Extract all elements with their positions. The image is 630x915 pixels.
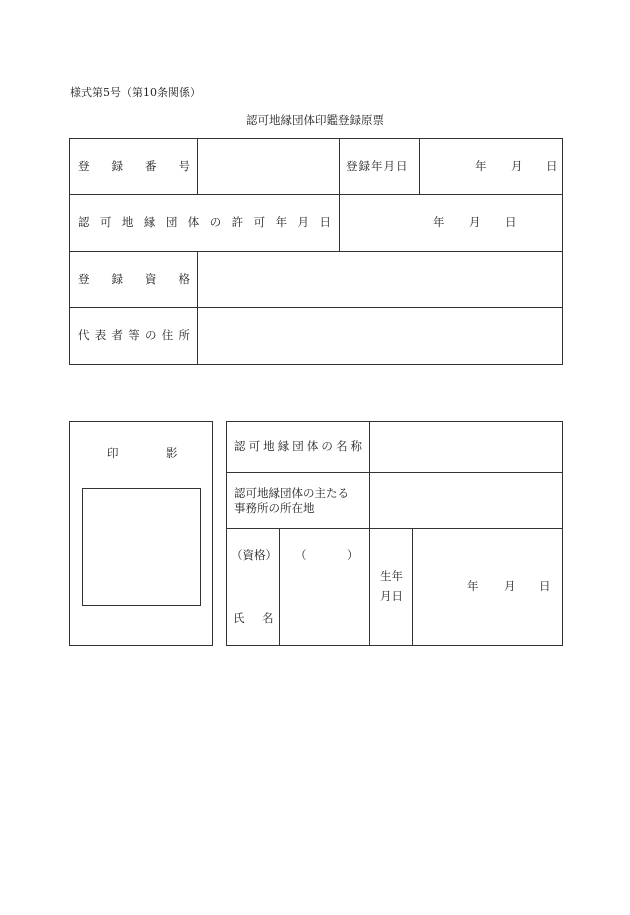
year-unit: 年 [475, 159, 487, 173]
label-char: 表 [94, 328, 107, 342]
label-char: 者 [111, 328, 123, 342]
label-char: 録 [111, 272, 123, 286]
label-char: 所 [178, 328, 190, 342]
paren-close: ） [347, 548, 359, 562]
table2-row-divider [226, 528, 563, 529]
label-char: 縁 [277, 439, 290, 453]
label-char: 資 [145, 272, 157, 286]
label-char: 地 [121, 215, 134, 229]
registration-number-label [78, 161, 190, 173]
label-char: 許 [231, 215, 244, 229]
label-char: 登 [78, 159, 90, 173]
table1-row-divider [69, 251, 563, 252]
name-label-char: 名 [262, 611, 274, 625]
registration-qualification-field[interactable] [200, 253, 561, 305]
table1-col-divider [339, 138, 340, 252]
month-unit: 月 [504, 579, 516, 593]
table1-row-divider [69, 307, 563, 308]
label-char: 認 [234, 439, 246, 453]
label-char: の [321, 439, 333, 453]
label-char: 月 [297, 215, 310, 229]
label-char: 団 [292, 439, 304, 453]
registration-date-field[interactable] [422, 140, 561, 193]
paren-open: （ [295, 548, 307, 562]
registration-qualification-label [78, 274, 190, 286]
year-unit: 年 [467, 579, 479, 593]
office-location-field[interactable] [372, 474, 561, 526]
birth-label-line2: 月日 [380, 589, 403, 603]
permit-date-field[interactable] [342, 197, 561, 249]
table1-row-divider [69, 194, 563, 195]
form-title: 認可地縁団体印鑑登録原票 [246, 113, 384, 127]
year-unit: 年 [433, 215, 445, 229]
table2-col-divider [412, 528, 413, 646]
label-char: 号 [178, 159, 190, 173]
name-label-char: 氏 [233, 611, 245, 625]
representative-address-label [78, 330, 190, 342]
representative-address-field[interactable] [200, 309, 561, 363]
label-char: 日 [319, 215, 331, 229]
label-char: 体 [187, 215, 200, 229]
label-char: 可 [99, 215, 112, 229]
seal-impression-area[interactable] [82, 488, 201, 606]
office-location-label-line2: 事務所の所在地 [234, 501, 315, 515]
label-char: 認 [78, 215, 90, 229]
label-char: 地 [263, 439, 275, 453]
organization-name-field[interactable] [372, 423, 561, 470]
birth-date-field[interactable] [415, 530, 561, 644]
form-number: 様式第5号（第10条関係） [70, 86, 201, 99]
month-unit: 月 [469, 215, 481, 229]
label-char: の [209, 215, 222, 229]
label-char: 登 [78, 272, 90, 286]
table1-col-divider [197, 138, 198, 195]
permit-date-label [78, 217, 331, 229]
qualification-label: （資格） [231, 548, 277, 562]
label-char: 名 [335, 439, 348, 453]
organization-name-label [234, 441, 362, 453]
seal-label-char: 影 [166, 446, 178, 460]
label-char: 等 [128, 328, 140, 342]
label-char: 体 [306, 439, 319, 453]
label-char: の [145, 328, 157, 342]
month-unit: 月 [511, 159, 523, 173]
label-char: 団 [165, 215, 178, 229]
table1-col-divider [197, 251, 198, 365]
label-char: 番 [145, 159, 157, 173]
table1-col-divider [419, 138, 420, 195]
label-char: 代 [78, 328, 90, 342]
label-char: 格 [178, 272, 190, 286]
label-char: 縁 [143, 215, 156, 229]
label-char: 称 [350, 439, 362, 453]
label-char: 可 [253, 215, 266, 229]
table2-col-divider [279, 528, 280, 646]
label-char: 録 [111, 159, 123, 173]
day-unit: 日 [505, 215, 517, 229]
day-unit: 日 [539, 579, 551, 593]
label-char: 年 [275, 215, 288, 229]
birth-label-line1: 生年 [380, 569, 403, 583]
table2-col-divider [369, 421, 370, 646]
day-unit: 日 [546, 159, 558, 173]
representative-name-field[interactable] [282, 530, 367, 644]
seal-label-char: 印 [107, 446, 119, 460]
registration-number-field[interactable] [200, 140, 337, 193]
label-char: 可 [248, 439, 261, 453]
table2-row-divider [226, 472, 563, 473]
label-char: 住 [161, 328, 174, 342]
registration-date-label: 登録年月日 [346, 159, 409, 173]
office-location-label-line1: 認可地縁団体の主たる [234, 486, 349, 500]
